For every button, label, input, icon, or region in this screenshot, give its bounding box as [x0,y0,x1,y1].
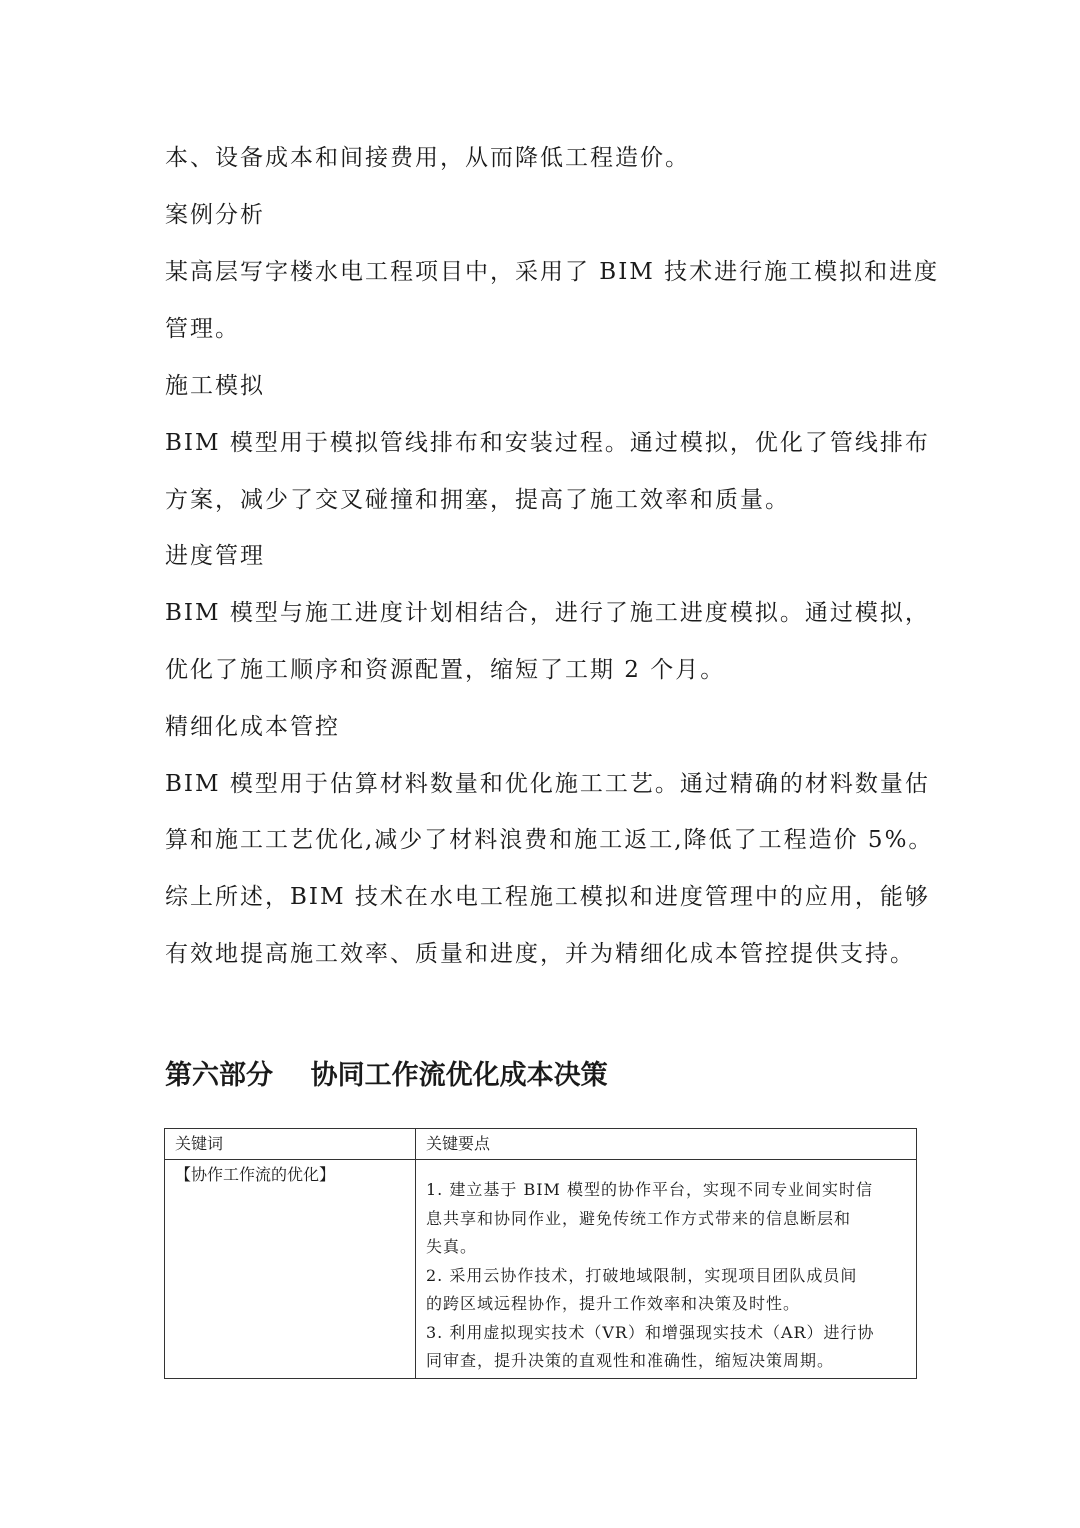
key-point-line: 1. 建立基于 BIM 模型的协作平台，实现不同专业间实时信 [426,1180,873,1199]
body-line: 本、设备成本和间接费用，从而降低工程造价。 [165,145,690,171]
schedule-management-heading: 进度管理 [165,543,265,569]
body-line: 算和施工工艺优化,减少了材料浪费和施工返工,降低了工程造价 5%。 [165,827,934,853]
table-cell-keyword [165,1160,416,1379]
body-line: 某高层写字楼水电工程项目中，采用了 BIM 技术进行施工模拟和进度 [165,259,940,285]
body-line: 方案，减少了交叉碰撞和拥塞，提高了施工效率和质量。 [165,487,790,513]
body-line: 优化了施工顺序和资源配置，缩短了工期 2 个月。 [165,657,726,683]
key-point-line: 的跨区域远程协作，提升工作效率和决策及时性。 [426,1294,801,1313]
key-points-table [164,1128,917,1379]
section-title: 第六部分 协同工作流优化成本决策 [165,1060,608,1091]
body-line: 管理。 [165,316,240,342]
keyword-text: 【协作工作流的优化】 [175,1165,336,1184]
key-point-line: 失真。 [426,1237,478,1256]
cost-control-heading: 精细化成本管控 [165,714,340,740]
table-header-row [165,1129,917,1160]
key-point-line: 同审查，提升决策的直观性和准确性，缩短决策周期。 [426,1351,835,1370]
body-line: BIM 模型用于模拟管线排布和安装过程。通过模拟，优化了管线排布 [165,430,930,456]
key-point-line: 3. 利用虚拟现实技术（VR）和增强现实技术（AR）进行协 [426,1322,875,1342]
body-line: BIM 模型与施工进度计划相结合，进行了施工进度模拟。通过模拟， [165,600,930,626]
table-header-keyword: 关键词 [165,1129,416,1160]
key-points-list [426,1162,906,1376]
table-cell-key-points [416,1160,917,1379]
table-row [165,1160,917,1379]
case-analysis-heading: 案例分析 [165,202,265,228]
body-line: 有效地提高施工效率、质量和进度，并为精细化成本管控提供支持。 [165,941,915,967]
table-header-key-points: 关键要点 [416,1129,917,1160]
key-point-line: 2. 采用云协作技术，打破地域限制，实现项目团队成员间 [426,1265,858,1285]
body-line: BIM 模型用于估算材料数量和优化施工工艺。通过精确的材料数量估 [165,771,930,797]
key-point-line: 息共享和协同作业，避免传统工作方式带来的信息断层和 [426,1208,852,1228]
body-line: 综上所述，BIM 技术在水电工程施工模拟和进度管理中的应用，能够 [165,884,930,910]
construction-simulation-heading: 施工模拟 [165,373,265,399]
